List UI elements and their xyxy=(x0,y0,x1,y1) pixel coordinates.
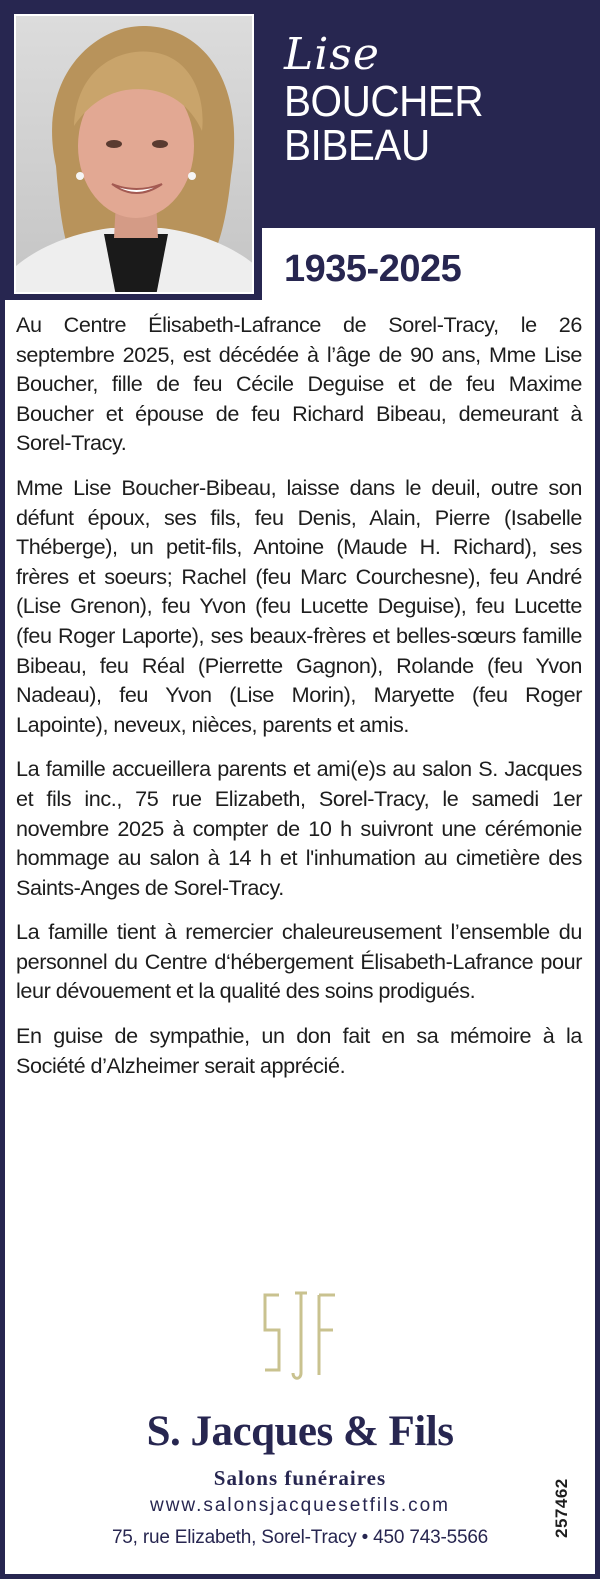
paragraph-donation: En guise de sympathie, un don fait en sa mémoire à la Société d’Alzheimer serait apprécié. xyxy=(16,1023,582,1078)
funeral-home-website[interactable]: www.salonsjacquesetfils.com xyxy=(149,1495,451,1516)
last-name-line-2: BIBEAU xyxy=(284,121,430,170)
funeral-home-subtitle: Salons funéraires xyxy=(213,1466,387,1490)
last-name-line-1: BOUCHER xyxy=(284,77,484,126)
paragraph-visitation: La famille accueillera parents et ami(e)s au salon S. Jacques et fils inc., 75 rue Elizabeth, Sorel-Tracy, le samedi 1er novembre 2025 à compter de 10 h suivront une cérémonie hommage au salon à 14 h et l'inhumation au cimetière des Saints-Anges de Sorel-Tracy. xyxy=(16,756,582,900)
ad-code: 257462 xyxy=(552,1478,571,1538)
first-name: Lise xyxy=(284,29,380,80)
paragraph-survivors: Mme Lise Boucher-Bibeau, laisse dans le deuil, outre son défunt époux, ses fils, feu Denis, Alain, Pierre (Isabelle Théberge), un petit-fils, Antoine (Maude H. Richard), ses frères et soeurs; Rachel (feu Marc Courchesne), feu André (Lise Grenon), feu Yvon (feu Lucette Deguise), feu Lucette (feu Roger Laporte), ses beaux-frères et belles-sœurs famille Bibeau, feu Réal (Pierrette Gagnon), Rolande (feu Yvon Nadeau), feu Yvon (Lise Morin), Maryette (feu Roger Lapointe), neveux, nièces, parents et amis. xyxy=(16,474,582,737)
funeral-home-name: S. Jacques & Fils xyxy=(146,1408,454,1455)
obituary-text xyxy=(16,310,582,1095)
life-years: 1935-2025 xyxy=(284,248,462,290)
sjf-monogram-icon xyxy=(255,1285,345,1385)
obituary-header xyxy=(0,0,600,300)
funeral-home-logo xyxy=(0,1285,600,1549)
portrait-photo xyxy=(14,14,254,294)
deceased-name xyxy=(284,30,501,168)
funeral-home-address: 75, rue Elizabeth, Sorel-Tracy • 450 743-5566 xyxy=(111,1527,489,1548)
paragraph-thanks: La famille tient à remercier chaleureusement l’ensemble du personnel du Centre d‘hébergement Élisabeth-Lafrance pour leur dévouement et la qualité des soins prodigués. xyxy=(16,919,582,1004)
paragraph-death-notice: Au Centre Élisabeth-Lafrance de Sorel-Tracy, le 26 septembre 2025, est décédée à l’âge de 90 ans, Mme Lise Boucher, fille de feu Cécile Deguise et de feu Maxime Boucher et épouse de feu Richard Bibeau, demeurant à Sorel-Tracy. xyxy=(16,312,582,456)
portrait-illustration xyxy=(16,16,254,294)
